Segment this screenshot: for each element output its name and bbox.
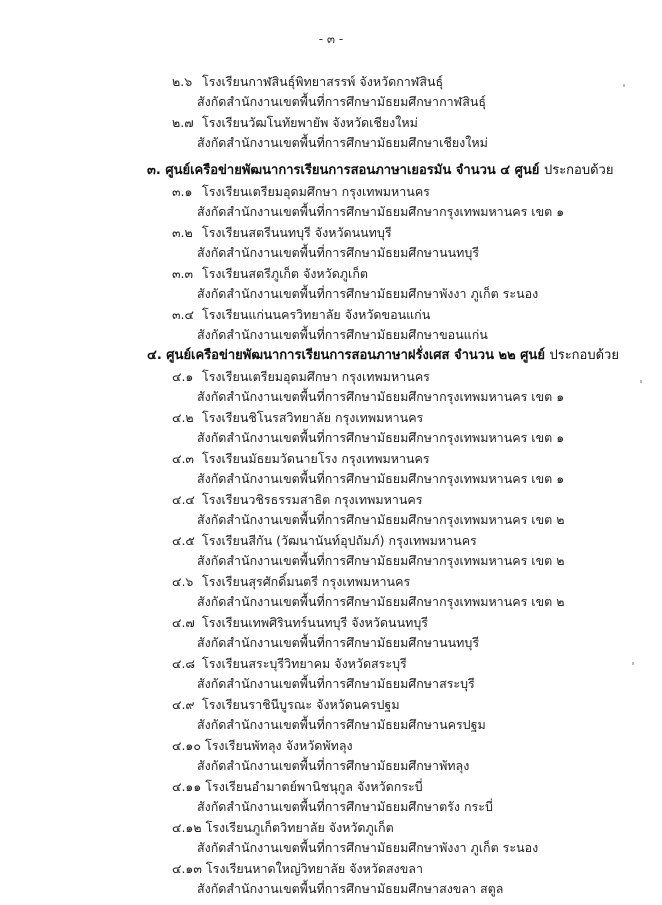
list-item-office: สังกัดสำนักงานเขตพื้นที่การศึกษามัธยมศึกษานครปฐม bbox=[197, 717, 486, 732]
school-name: โรงเรียนพัทลุง จังหวัดพัทลุง bbox=[204, 738, 353, 753]
item-number: ๔.๑๓ bbox=[172, 861, 202, 876]
section-heading-text: ๔. ศูนย์เครือข่ายพัฒนาการเรียนการสอนภาษาฝรั่งเศส จำนวน ๒๒ ศูนย์ bbox=[147, 348, 545, 363]
school-name: โรงเรียนแก่นนครวิทยาลัย จังหวัดขอนแก่น bbox=[201, 307, 431, 322]
list-item-school bbox=[172, 115, 418, 131]
list-item-office: สังกัดสำนักงานเขตพื้นที่การศึกษามัธยมศึกษานนทบุรี bbox=[197, 245, 480, 260]
scan-speck bbox=[623, 84, 625, 87]
item-number: ๔.๑๐ bbox=[172, 738, 201, 753]
list-item-school bbox=[172, 738, 353, 754]
list-item-school bbox=[172, 697, 400, 713]
section-heading-tail: ประกอบด้วย bbox=[549, 348, 619, 363]
school-name: โรงเรียนกาฬสินธุ์พิทยาสรรพ์ จังหวัดกาฬสินธุ์ bbox=[201, 74, 444, 89]
item-number: ๓.๑ bbox=[172, 184, 193, 199]
list-item-school bbox=[172, 779, 423, 795]
scan-speck bbox=[640, 380, 642, 383]
list-item-office: สังกัดสำนักงานเขตพื้นที่การศึกษามัธยมศึกษาพังงา ภูเก็ต ระนอง bbox=[197, 286, 539, 301]
list-item-office: สังกัดสำนักงานเขตพื้นที่การศึกษามัธยมศึกษาพัทลุง bbox=[197, 758, 470, 773]
school-name: โรงเรียนราชินีบูรณะ จังหวัดนครปฐม bbox=[201, 697, 400, 712]
item-number: ๔.๖ bbox=[172, 574, 194, 589]
school-name: โรงเรียนภูเก็ตวิทยาลัย จังหวัดภูเก็ต bbox=[205, 820, 394, 835]
item-number: ๔.๑๒ bbox=[172, 820, 202, 835]
list-item-school bbox=[172, 615, 428, 631]
section-heading bbox=[147, 348, 619, 364]
list-item-school bbox=[172, 533, 477, 549]
list-item-school bbox=[172, 820, 394, 836]
item-number: ๓.๔ bbox=[172, 307, 194, 322]
list-item-school bbox=[172, 266, 368, 282]
school-name: โรงเรียนอำมาตย์พานิชนุกูล จังหวัดกระบี่ bbox=[205, 779, 423, 794]
item-number: ๒.๖ bbox=[172, 74, 193, 89]
school-name: โรงเรียนสระบุรีวิทยาคม จังหวัดสระบุรี bbox=[201, 656, 407, 671]
list-item-school bbox=[172, 184, 430, 200]
list-item-office: สังกัดสำนักงานเขตพื้นที่การศึกษามัธยมศึกษานนทบุรี bbox=[197, 635, 480, 650]
school-name: โรงเรียนชิโนรสวิทยาลัย กรุงเทพมหานคร bbox=[201, 410, 424, 425]
list-item-office: สังกัดสำนักงานเขตพื้นที่การศึกษามัธยมศึกษากรุงเทพมหานคร เขต ๑ bbox=[197, 430, 565, 445]
list-item-office: สังกัดสำนักงานเขตพื้นที่การศึกษามัธยมศึกษาสระบุรี bbox=[197, 676, 475, 691]
school-name: โรงเรียนสีกัน (วัฒนานันท์อุปถัมภ์) กรุงเทพมหานคร bbox=[201, 533, 477, 548]
item-number: ๓.๓ bbox=[172, 266, 194, 281]
school-name: โรงเรียนหาดใหญ่วิทยาลัย จังหวัดสงขลา bbox=[205, 861, 423, 876]
item-number: ๔.๘ bbox=[172, 656, 196, 671]
school-name: โรงเรียนวชิรธรรมสาธิต กรุงเทพมหานคร bbox=[201, 492, 423, 507]
school-name: โรงเรียนมัธยมวัดนายโรง กรุงเทพมหานคร bbox=[201, 451, 430, 466]
item-number: ๔.๕ bbox=[172, 533, 195, 548]
item-number: ๔.๙ bbox=[172, 697, 195, 712]
school-name: โรงเรียนสตรีภูเก็ต จังหวัดภูเก็ต bbox=[201, 266, 369, 281]
list-item-school bbox=[172, 225, 392, 241]
item-number: ๒.๗ bbox=[172, 115, 194, 130]
list-item-office: สังกัดสำนักงานเขตพื้นที่การศึกษามัธยมศึกษากรุงเทพมหานคร เขต ๒ bbox=[197, 512, 565, 527]
list-item-school bbox=[172, 410, 423, 426]
list-item-office: สังกัดสำนักงานเขตพื้นที่การศึกษามัธยมศึกษาสงขลา สตูล bbox=[197, 881, 504, 896]
page-number: - ๓ - bbox=[318, 32, 344, 46]
list-item-school bbox=[172, 574, 410, 590]
school-name: โรงเรียนสุรศักดิ์มนตรี กรุงเทพมหานคร bbox=[201, 574, 411, 589]
list-item-office: สังกัดสำนักงานเขตพื้นที่การศึกษามัธยมศึกษากรุงเทพมหานคร เขต ๒ bbox=[197, 594, 565, 609]
section-heading bbox=[147, 163, 613, 179]
list-item-school bbox=[172, 307, 430, 323]
scan-speck bbox=[632, 662, 634, 665]
item-number: ๔.๗ bbox=[172, 615, 195, 630]
item-number: ๔.๑ bbox=[172, 369, 194, 384]
school-name: โรงเรียนเตรียมอุดมศึกษา กรุงเทพมหานคร bbox=[201, 369, 430, 384]
section-heading-text: ๓. ศูนย์เครือข่ายพัฒนาการเรียนการสอนภาษาเยอรมัน จำนวน ๔ ศูนย์ bbox=[147, 163, 540, 178]
list-item-office: สังกัดสำนักงานเขตพื้นที่การศึกษามัธยมศึกษาพังงา ภูเก็ต ระนอง bbox=[197, 840, 539, 855]
school-name: โรงเรียนสตรีนนทบุรี จังหวัดนนทบุรี bbox=[201, 225, 392, 240]
list-item-office: สังกัดสำนักงานเขตพื้นที่การศึกษามัธยมศึกษาตรัง กระบี่ bbox=[197, 799, 493, 814]
list-item-school bbox=[172, 861, 423, 877]
list-item-office: สังกัดสำนักงานเขตพื้นที่การศึกษามัธยมศึกษากรุงเทพมหานคร เขต ๑ bbox=[197, 204, 565, 219]
item-number: ๔.๔ bbox=[172, 492, 195, 507]
list-item-office: สังกัดสำนักงานเขตพื้นที่การศึกษามัธยมศึกษากรุงเทพมหานคร เขต ๒ bbox=[197, 553, 565, 568]
list-item-office: สังกัดสำนักงานเขตพื้นที่การศึกษามัธยมศึกษากรุงเทพมหานคร เขต ๑ bbox=[197, 389, 565, 404]
list-item-school bbox=[172, 492, 423, 508]
school-name: โรงเรียนวัฒโนทัยพายัพ จังหวัดเชียงใหม่ bbox=[201, 115, 418, 130]
list-item-school bbox=[172, 451, 430, 467]
list-item-school bbox=[172, 369, 430, 385]
list-item-school bbox=[172, 656, 407, 672]
list-item-office: สังกัดสำนักงานเขตพื้นที่การศึกษามัธยมศึกษาขอนแก่น bbox=[197, 327, 488, 342]
list-item-office: สังกัดสำนักงานเขตพื้นที่การศึกษามัธยมศึกษาเชียงใหม่ bbox=[197, 135, 488, 150]
school-name: โรงเรียนเทพศิรินทร์นนทบุรี จังหวัดนนทบุรี bbox=[201, 615, 429, 630]
list-item-office: สังกัดสำนักงานเขตพื้นที่การศึกษามัธยมศึกษากาฬสินธุ์ bbox=[197, 94, 487, 109]
list-item-school bbox=[172, 74, 443, 90]
item-number: ๓.๒ bbox=[172, 225, 193, 240]
item-number: ๔.๓ bbox=[172, 451, 194, 466]
item-number: ๔.๑๑ bbox=[172, 779, 202, 794]
school-name: โรงเรียนเตรียมอุดมศึกษา กรุงเทพมหานคร bbox=[201, 184, 430, 199]
section-heading-tail: ประกอบด้วย bbox=[543, 163, 614, 178]
item-number: ๔.๒ bbox=[172, 410, 194, 425]
list-item-office: สังกัดสำนักงานเขตพื้นที่การศึกษามัธยมศึกษากรุงเทพมหานคร เขต ๑ bbox=[197, 471, 565, 486]
